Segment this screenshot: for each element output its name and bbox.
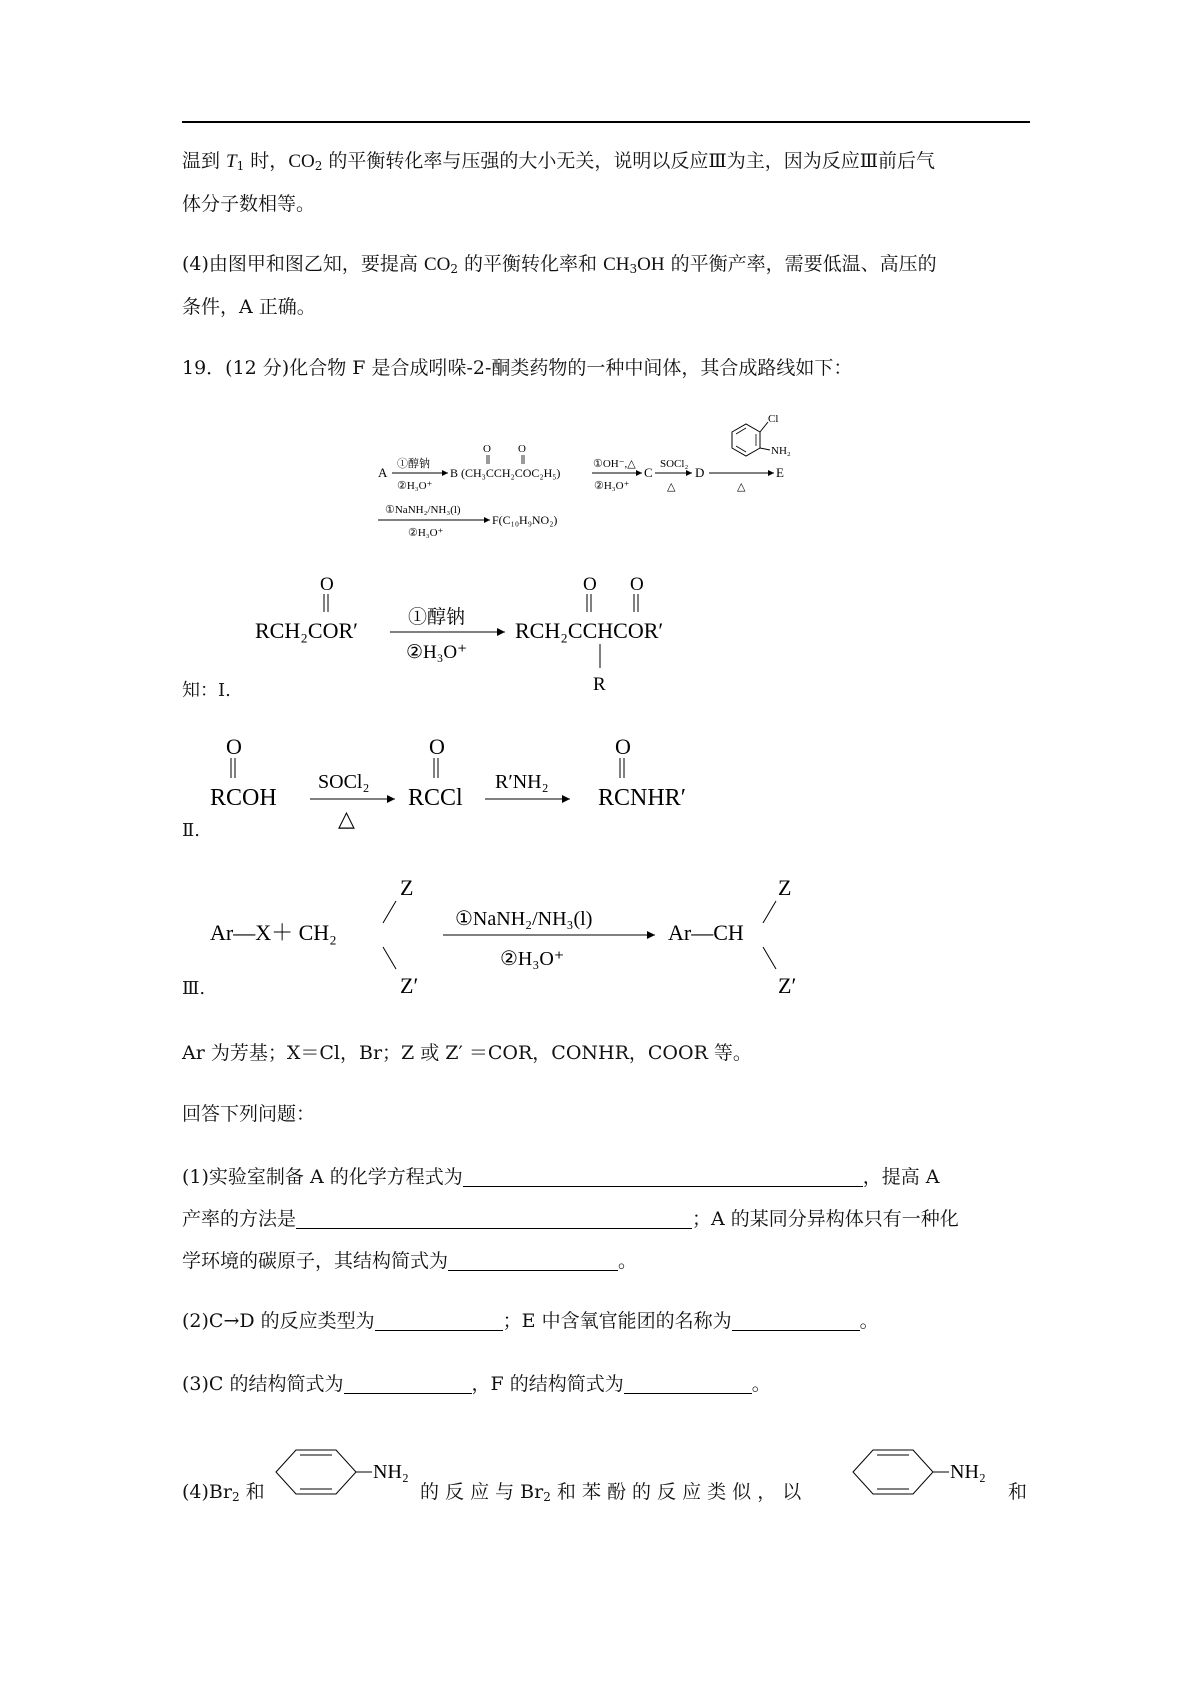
- oxygen: O: [615, 734, 631, 759]
- text: (2)C→D 的反应类型为: [182, 1310, 375, 1332]
- text: CO: [423, 254, 451, 275]
- arrow-label: ①醇钠: [408, 607, 466, 628]
- text: 的平衡转化率和: [458, 253, 604, 275]
- reactant: Ar—X＋ CH₂: [210, 920, 337, 945]
- text: 产率的方法是: [182, 1208, 297, 1230]
- chloroaniline-ring: [732, 422, 770, 456]
- answer-blank[interactable]: [463, 1166, 863, 1187]
- product: RCNHR′: [598, 785, 686, 811]
- text: 的平衡转化率与压强的大小无关，说明以反应Ⅲ为主，因为反应Ⅲ前后气: [322, 150, 936, 172]
- z-prime-group: Z′: [778, 973, 797, 998]
- known-1-label: 知：Ⅰ.: [182, 680, 231, 701]
- arrow-label: ②H₃O⁺: [500, 948, 565, 970]
- text: (4)Br: [182, 1481, 232, 1503]
- question-1: [182, 1156, 1032, 1282]
- arrow-label: ②H₃O⁺: [408, 527, 444, 539]
- question-3: [182, 1363, 1032, 1405]
- text: 2: [314, 159, 323, 173]
- text: 学环境的碳原子，其结构简式为: [182, 1250, 449, 1272]
- aniline-structure-1: [268, 1440, 428, 1510]
- amine-group: NH₂: [373, 1461, 409, 1483]
- text: (4)由图甲和图乙知，要提高: [182, 253, 424, 275]
- oxygen: O: [320, 574, 334, 595]
- oxygen: O: [583, 574, 597, 595]
- compound-d: D: [695, 465, 705, 480]
- known-3-label: Ⅲ.: [182, 978, 206, 999]
- text: 2: [543, 1490, 551, 1504]
- compound-a: A: [378, 465, 388, 480]
- r-group: R: [593, 674, 606, 695]
- z-prime-group: Z′: [400, 973, 419, 998]
- text: 和: [239, 1481, 265, 1503]
- text: CH: [603, 254, 630, 275]
- product: RCH₂CCHCOR′: [515, 618, 664, 643]
- compound-e: E: [776, 465, 784, 480]
- top-rule: [182, 121, 1030, 123]
- oxygen: O: [518, 443, 526, 455]
- paragraph-1: [182, 140, 1032, 225]
- text: 1: [236, 159, 245, 173]
- text: (1)实验室制备 A 的化学方程式为: [182, 1166, 463, 1188]
- text: 。: [751, 1373, 771, 1395]
- acyl-chloride: RCCl: [408, 785, 463, 811]
- answer-blank[interactable]: [296, 1208, 692, 1229]
- text: 的平衡产率，需要低温、高压的: [664, 253, 937, 275]
- text: T: [226, 151, 237, 172]
- answer-blank[interactable]: [448, 1250, 618, 1271]
- chlorine: Cl: [768, 413, 779, 425]
- compound-c: C: [644, 465, 653, 480]
- compound-b: B (CH₃CCH₂COC₂H₅): [450, 466, 561, 480]
- known-2-label: Ⅱ.: [182, 820, 200, 841]
- reactant: RCOH: [210, 785, 277, 811]
- text: ；A 的某同分异构体只有一种化: [692, 1208, 959, 1230]
- text: 和 苯 酚 的 反 应 类 似 ， 以: [550, 1481, 802, 1503]
- arrow-label: △: [338, 806, 355, 831]
- reactant: RCH₂COR′: [255, 618, 358, 643]
- oxygen: O: [483, 443, 491, 455]
- text: 温到: [182, 150, 227, 172]
- text: 2: [450, 262, 459, 276]
- text: CO: [288, 151, 315, 172]
- amine: NH₂: [771, 445, 791, 457]
- text: 3: [629, 262, 638, 276]
- oxygen: O: [429, 734, 445, 759]
- product: Ar—CH: [668, 920, 744, 945]
- arrow-label: R′NH₂: [495, 771, 549, 793]
- arrow-label: ①NaNH₂/NH₃(l): [455, 908, 593, 930]
- z-group: Z: [778, 875, 792, 900]
- text: 体分子数相等。: [182, 193, 316, 215]
- arrow-label: ①醇钠: [397, 458, 430, 470]
- compound-f: F(C₁₀H₉NO₂): [492, 513, 558, 527]
- arrow-label: ①NaNH₂/NH₃(l): [385, 504, 461, 516]
- text: 条件，A 正确。: [182, 296, 316, 318]
- arrow-label: ②H₃O⁺: [594, 480, 630, 492]
- synthesis-route: [370, 410, 830, 540]
- question-19-stem: 19．(12 分)化合物 F 是合成吲哚-2-酮类药物的一种中间体，其合成路线如下：: [182, 357, 853, 379]
- answer-blank[interactable]: [732, 1310, 860, 1331]
- amine-group: NH₂: [950, 1461, 986, 1483]
- arrow-label: SOCl₂: [318, 771, 370, 793]
- text: 时，: [244, 150, 289, 172]
- question-4-part-b: [420, 1471, 850, 1513]
- oxygen: O: [630, 574, 644, 595]
- text: 。: [859, 1310, 879, 1332]
- arrow-label: ②H₃O⁺: [397, 480, 433, 492]
- note: Ar 为芳基；X＝Cl，Br；Z 或 Z′ ＝COR，CONHR，COOR 等。: [182, 1042, 752, 1064]
- arrow-label: △: [737, 481, 746, 493]
- text: ，F 的结构简式为: [471, 1373, 624, 1395]
- question-4-part-c: 和: [1008, 1481, 1028, 1503]
- answer-blank[interactable]: [375, 1310, 503, 1331]
- question-2: [182, 1300, 1032, 1342]
- aniline-structure-2: [845, 1440, 1005, 1510]
- text: 。: [618, 1250, 638, 1272]
- known-reaction-1: [250, 568, 720, 698]
- answer-blank[interactable]: [344, 1373, 472, 1394]
- text: ；E 中含氧官能团的名称为: [502, 1310, 732, 1332]
- arrow-label: △: [667, 481, 676, 493]
- text: ，提高 A: [862, 1166, 940, 1188]
- oxygen: O: [226, 734, 242, 759]
- arrow-label: ①OH⁻,△: [593, 458, 636, 470]
- arrow-label: ②H₃O⁺: [406, 642, 468, 663]
- answer-prompt: 回答下列问题：: [182, 1103, 316, 1125]
- arrow-label: SOCl₂: [660, 458, 689, 470]
- text: (3)C 的结构简式为: [182, 1373, 344, 1395]
- text: 的 反 应 与 Br: [420, 1481, 544, 1503]
- paragraph-2: [182, 243, 1032, 328]
- answer-blank[interactable]: [624, 1373, 752, 1394]
- text: OH: [637, 254, 665, 275]
- known-reaction-2: [200, 730, 760, 840]
- z-group: Z: [400, 875, 414, 900]
- known-reaction-3: [200, 865, 840, 1005]
- text: 2: [231, 1490, 240, 1504]
